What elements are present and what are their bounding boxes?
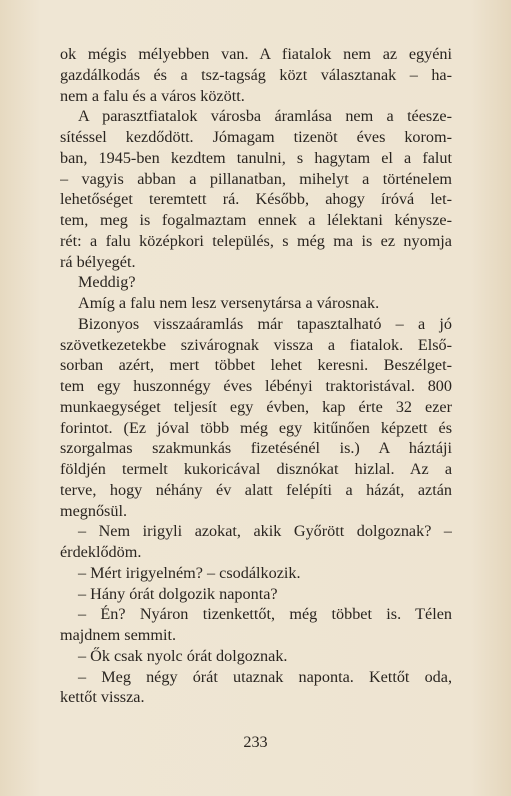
text-line: szövetkezetekbe szivárognak vissza a fiatalok. Első- [60,335,452,354]
text-line: – vagyis abban a pillanatban, mihelyt a történelem [60,169,452,188]
text-line: – Én? Nyáron tizenkettőt, még többet is. Télen [78,605,452,624]
text-line: terve, hogy néhány év alatt felépíti a házát, aztán [60,480,452,499]
text-line: ok mégis mélyebben van. A fiatalok nem az egyéni [60,45,452,63]
text-line: kettőt vissza. [60,688,145,707]
text-line: sítéssel kezdődött. Jómagam tizenöt éves korom- [60,128,452,146]
page-number: 233 [243,733,268,751]
page-body-text [60,44,452,708]
text-line: – Ők csak nyolc órát dolgoznak. [78,646,288,665]
text-line: munkaegységet teljesít egy évben, kap érte 32 ezer [60,397,452,416]
text-line: majdnem semmit. [60,626,176,644]
text-line: rá bélyegét. [60,252,136,271]
text-line: – Mért irigyelném? – csodálkozik. [78,563,301,582]
text-line: érdeklődöm. [60,543,142,561]
text-line: gazdálkodás és a tsz-tagság közt választanak – ha- [60,65,452,84]
text-line: szorgalmas szakmunkás fizetésénél is.) A háztáji [60,439,452,458]
text-line: A parasztfiatalok városba áramlása nem a téesze- [78,107,452,126]
text-line: rét: a falu középkori település, s még ma is ez nyomja [60,231,452,250]
text-line: – Nem irigyli azokat, akik Győrött dolgoznak? – [78,522,452,541]
text-line: Amíg a falu nem lesz versenytársa a városnak. [78,294,380,312]
text-line: tem, meg is fogalmaztam ennek a lélektani kénysze- [60,211,452,229]
text-line: ban, 1945-ben kezdtem tanulni, s hagytam el a falut [60,148,452,167]
text-line: lehetőséget teremtett rá. Később, ahogy íróvá let- [60,190,452,209]
text-line: Bizonyos visszaáramlás már tapasztalható – a jó [78,314,452,333]
text-line: tem egy huszonnégy éves lébényi traktoristával. 800 [60,377,452,395]
text-line: forintot. (Ez jóval több még egy kitűnően képzett és [60,418,452,437]
text-line: – Meg négy órát utaznak naponta. Kettőt oda, [78,667,452,686]
text-line: nem a falu és a város között. [60,86,245,105]
text-line: megnősül. [60,501,127,520]
text-line: – Hány órát dolgozik naponta? [78,584,278,603]
text-line: földjén termelt kukoricával disznókat hizlal. Az a [60,460,452,478]
text-line: sorban azért, mert többet lehet keresni. Beszélget- [60,356,452,375]
text-line: Meddig? [78,273,136,292]
